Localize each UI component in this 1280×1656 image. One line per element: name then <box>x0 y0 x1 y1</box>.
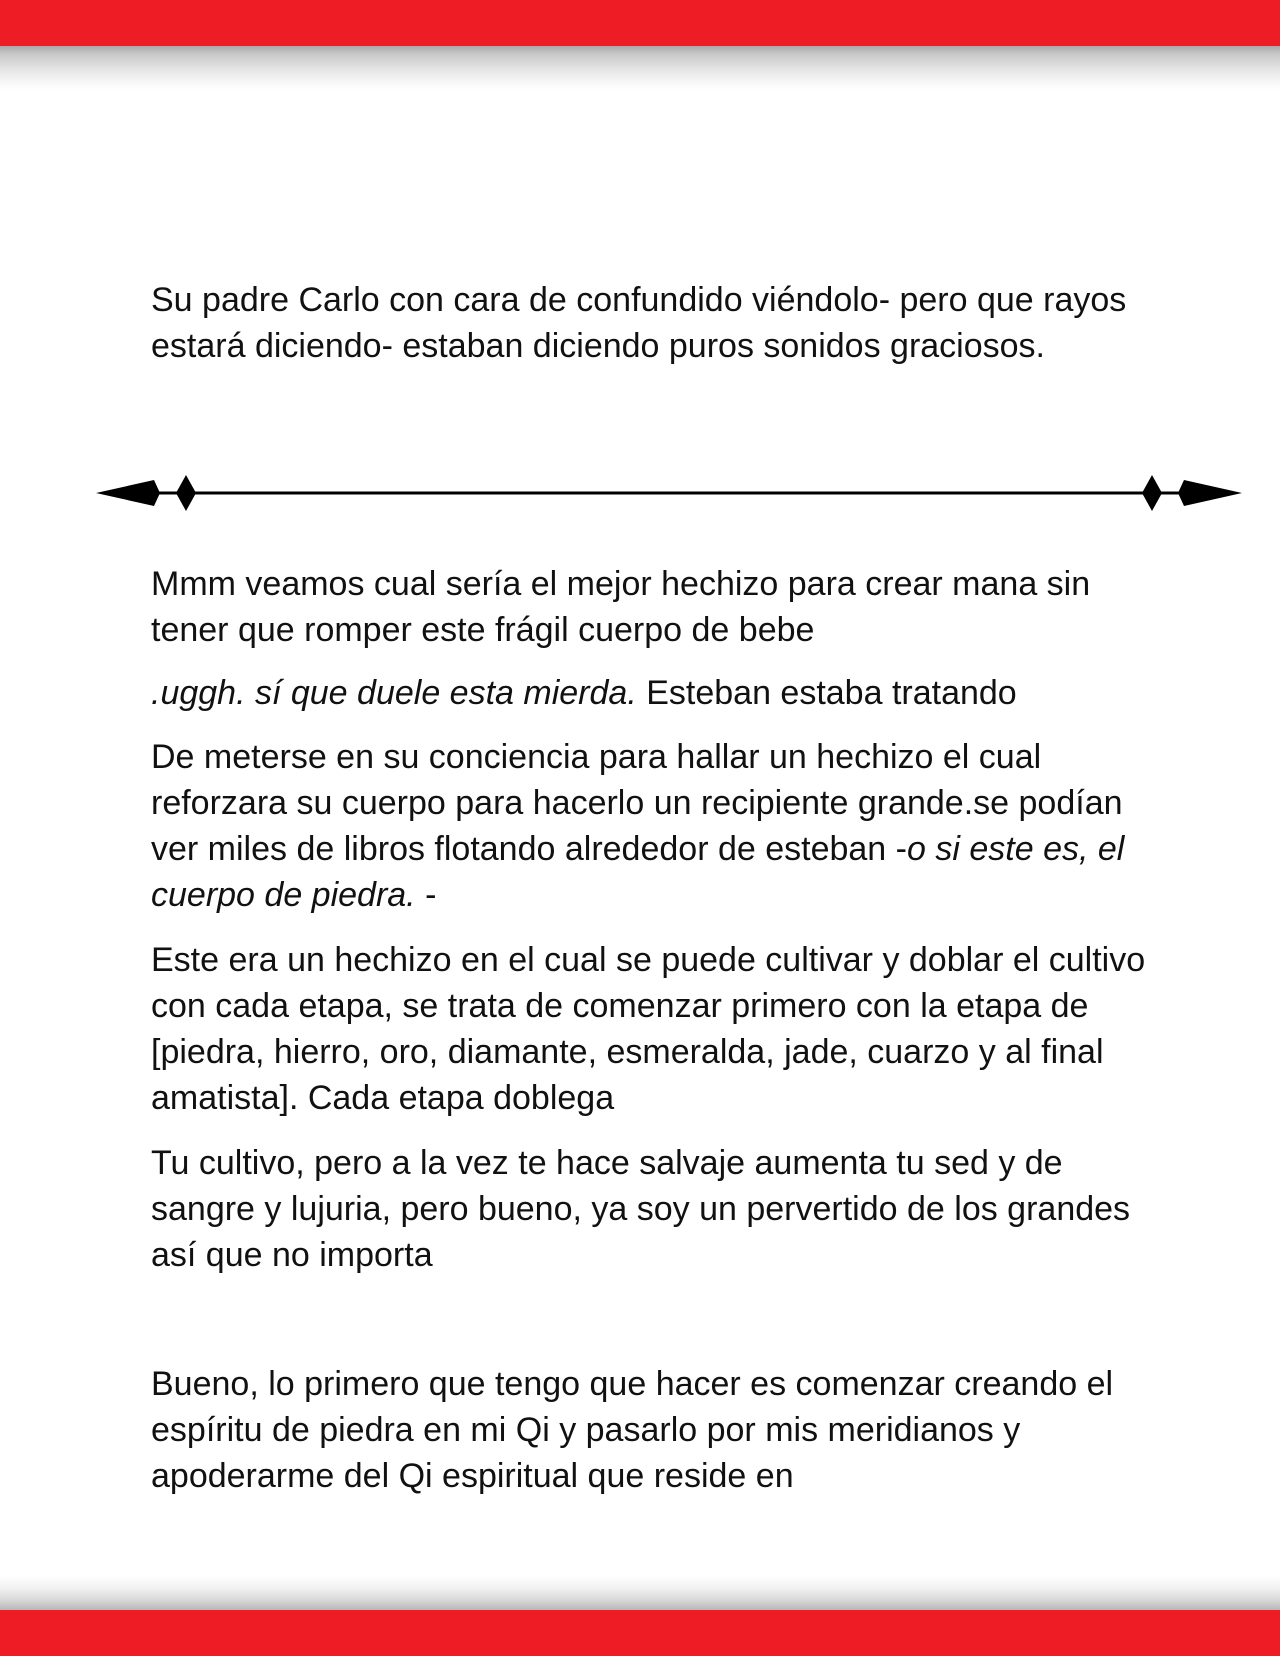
paragraph-1: Su padre Carlo con cara de confundido viéndolo- pero que rayos estará diciendo- estaban diciendo puros sonidos graciosos. <box>151 281 1127 365</box>
paragraph-3-rest: Esteban estaba tratando <box>636 674 1017 712</box>
paragraph-4-italic: o si este es, el cuerpo de piedra. <box>151 830 1125 914</box>
top-band-shadow <box>0 46 1280 90</box>
bottom-band-shadow <box>0 1576 1280 1610</box>
paragraph-3 <box>151 670 1161 716</box>
divider-arrowhead-left <box>96 480 160 506</box>
ornamental-divider <box>96 470 1242 516</box>
paragraph-6: Tu cultivo, pero a la vez te hace salvaje aumenta tu sed y de sangre y lujuria, pero bueno, ya soy un pervertido de los grandes así que no importa <box>151 1144 1131 1274</box>
paragraph-7: Bueno, lo primero que tengo que hacer es comenzar creando el espíritu de piedra en mi Qi y pasarlo por mis meridianos y apoderarme del Qi espiritual que reside en <box>151 1365 1114 1495</box>
divider-diamond-left <box>176 475 196 511</box>
paragraph-4 <box>151 734 1161 918</box>
paragraph-4-start: De meterse en su conciencia para hallar un hechizo el cual reforzara su cuerpo para hacerlo un recipiente grande.se podían ver miles de libros flotando alrededor de esteban - <box>151 738 1123 868</box>
paragraph-4-end: - <box>415 876 437 914</box>
divider-arrowhead-right <box>1178 480 1242 506</box>
paragraph-2: Mmm veamos cual sería el mejor hechizo para crear mana sin tener que romper este frágil cuerpo de bebe <box>151 565 1091 649</box>
paragraph-5: Este era un hechizo en el cual se puede cultivar y doblar el cultivo con cada etapa, se trata de comenzar primero con la etapa de [piedra, hierro, oro, diamante, esmeralda, jade, cuarzo y al final amatista]. Cada etapa doblega <box>151 941 1146 1117</box>
paragraph-3-italic: .uggh. sí que duele esta mierda. <box>151 674 637 712</box>
top-red-band <box>0 0 1280 46</box>
bottom-red-band <box>0 1610 1280 1656</box>
divider-diamond-right <box>1142 475 1162 511</box>
